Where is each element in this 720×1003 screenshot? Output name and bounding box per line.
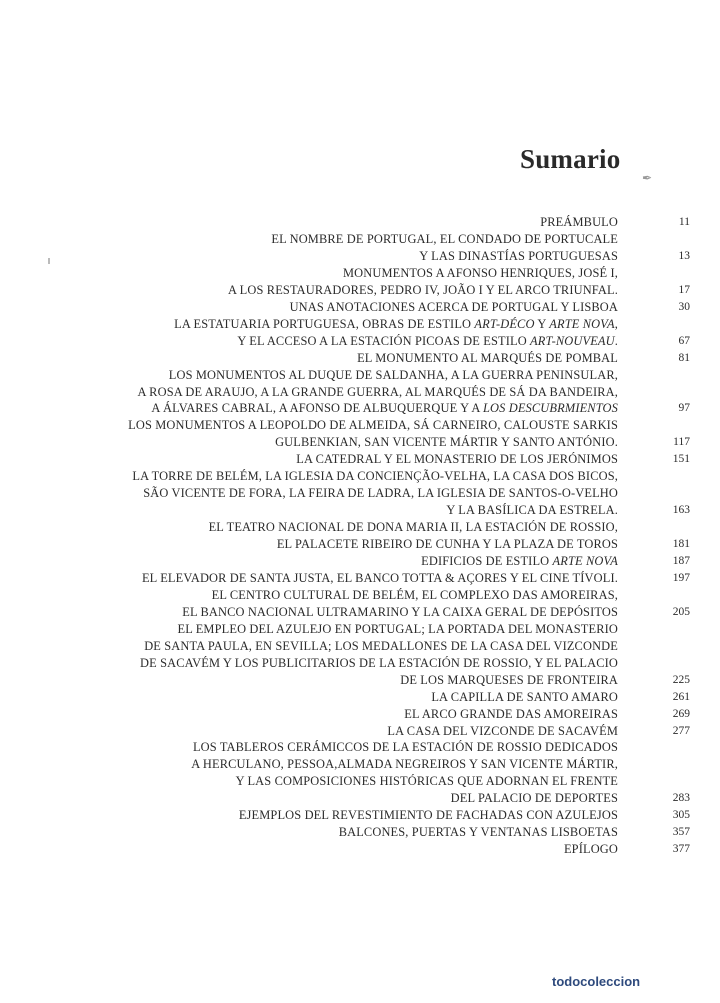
toc-entry-line: SÃO VICENTE DE FORA, LA FEIRA DE LADRA, LA IGLESIA DE SANTOS-O-VELHO [143,486,618,501]
toc-entry-line: DE SANTA PAULA, EN SEVILLA; LOS MEDALLONES DE LA CASA DEL VIZCONDE [144,638,618,653]
toc-entry-line: DE LOS MARQUESES DE FRONTEIRA [400,672,618,687]
toc-entry-line: Y LAS COMPOSICIONES HISTÓRICAS QUE ADORNAN EL FRENTE [235,774,618,789]
toc-page-number: 357 [672,826,690,839]
toc-entry-line: Y LA BASÍLICA DA ESTRELA. [446,503,618,518]
toc-entry-line: EL MONUMENTO AL MARQUÉS DE POMBAL [357,350,618,365]
toc-entry-line: A LOS RESTAURADORES, PEDRO IV, JOÃO I Y EL ARCO TRIUNFAL. [228,282,618,297]
toc-entry-line: BALCONES, PUERTAS Y VENTANAS LISBOETAS [338,825,618,840]
toc-entry-line: Y LAS DINASTÍAS PORTUGUESAS [419,248,618,263]
toc-entry-line: LA CATEDRAL Y EL MONASTERIO DE LOS JERÓNIMOS [296,452,618,467]
toc-entry-line: LA ESTATUARIA PORTUGUESA, OBRAS DE ESTILO ART-DÉCO Y ARTE NOVA, [174,316,618,331]
page-speck [48,258,50,264]
toc-entry-line: EL TEATRO NACIONAL DE DONA MARIA II, LA ESTACIÓN DE ROSSIO, [208,520,618,535]
toc-page-number: 13 [678,249,690,262]
toc-entry-line: Y EL ACCESO A LA ESTACIÓN PICOAS DE ESTILO ART-NOUVEAU. [237,333,618,348]
toc-entry-line: UNAS ANOTACIONES ACERCA DE PORTUGAL Y LISBOA [289,299,618,314]
toc-entry-line: DE SACAVÉM Y LOS PUBLICITARIOS DE LA ESTACIÓN DE ROSSIO, Y EL PALACIO [140,655,618,670]
toc-entry-line: EPÍLOGO [563,842,618,857]
toc-page-number: 151 [672,453,690,466]
toc-entry-line: EL EMPLEO DEL AZULEJO EN PORTUGAL; LA PORTADA DEL MONASTERIO [177,621,618,636]
ink-mark: ✒ [642,171,653,185]
toc-page-number: 11 [678,216,690,228]
toc-page-number: 261 [672,690,690,703]
toc-page-number: 377 [672,843,690,856]
toc-entry-line: MONUMENTOS A AFONSO HENRIQUES, JOSÉ I, [342,265,618,280]
page-title: Sumario [520,144,621,174]
toc-page-number: 181 [672,538,690,551]
toc-entry-line: A ROSA DE ARAUJO, A LA GRANDE GUERRA, AL MARQUÉS DE SÁ DA BANDEIRA, [137,384,618,399]
toc-entry-line: EJEMPLOS DEL REVESTIMIENTO DE FACHADAS CON AZULEJOS [238,808,618,823]
toc-page-number: 305 [672,809,690,822]
toc-page-number: 225 [672,673,690,686]
toc-entry-line: GULBENKIAN, SAN VICENTE MÁRTIR Y SANTO ANTÓNIO. [275,435,618,450]
toc-entry-line: LA TORRE DE BELÉM, LA IGLESIA DA CONCIENÇÃO-VELHA, LA CASA DOS BICOS, [132,469,618,484]
toc-page-number: 269 [672,707,690,720]
toc-page-number: 17 [678,283,690,296]
toc-entry-line: LOS MONUMENTOS A LEOPOLDO DE ALMEIDA, SÁ CARNEIRO, CALOUSTE SARKIS [128,418,618,433]
toc-page-number: 205 [672,605,690,618]
watermark-text: todocoleccion [552,974,641,989]
toc-page-number: 163 [672,504,690,517]
toc-entry-line: EL ELEVADOR DE SANTA JUSTA, EL BANCO TOTTA & AÇORES Y EL CINE TÍVOLI. [141,570,618,585]
watermark-logo [552,974,640,989]
toc-page-number: 67 [678,334,690,347]
toc-page-number: 117 [673,436,690,449]
toc-entry-line: EL CENTRO CULTURAL DE BELÉM, EL COMPLEXO DAS AMOREIRAS, [211,587,618,602]
toc-page-number: 197 [672,571,690,584]
toc-page-number: 97 [678,402,690,415]
toc-entry-line: EDIFICIOS DE ESTILO ARTE NOVA [421,554,618,568]
toc-entry-line: DEL PALACIO DE DEPORTES [450,791,618,806]
toc-entry-line: LA CAPILLA DE SANTO AMARO [431,689,618,704]
toc-page-number: 277 [672,724,690,737]
toc-page-number: 30 [678,300,690,313]
toc-page-number: 81 [678,351,690,364]
toc-entry-line: LOS TABLEROS CERÁMICCOS DE LA ESTACIÓN DE ROSSIO DEDICADOS [192,740,618,755]
toc-entry-line: EL ARCO GRANDE DAS AMOREIRAS [404,706,618,721]
toc-entry-line: A ÁLVARES CABRAL, A AFONSO DE ALBUQUERQUE Y A LOS DESCUBRMIENTOS [151,401,618,416]
toc-entry-line: EL BANCO NACIONAL ULTRAMARINO Y LA CAIXA GERAL DE DEPÓSITOS [182,604,618,619]
toc-entry-line: A HERCULANO, PESSOA,ALMADA NEGREIROS Y SAN VICENTE MÁRTIR, [191,757,618,772]
toc-entry-line: LOS MONUMENTOS AL DUQUE DE SALDANHA, A LA GUERRA PENINSULAR, [168,367,618,382]
toc-entry-line: EL NOMBRE DE PORTUGAL, EL CONDADO DE PORTUCALE [271,231,618,246]
toc-page-number: 187 [672,555,690,567]
toc-entry-line: EL PALACETE RIBEIRO DE CUNHA Y LA PLAZA DE TOROS [276,537,618,552]
toc-page-number: 283 [672,792,690,805]
toc-entry-line: LA CASA DEL VIZCONDE DE SACAVÉM [387,723,618,738]
toc-entry-line: PREÁMBULO [540,215,618,229]
